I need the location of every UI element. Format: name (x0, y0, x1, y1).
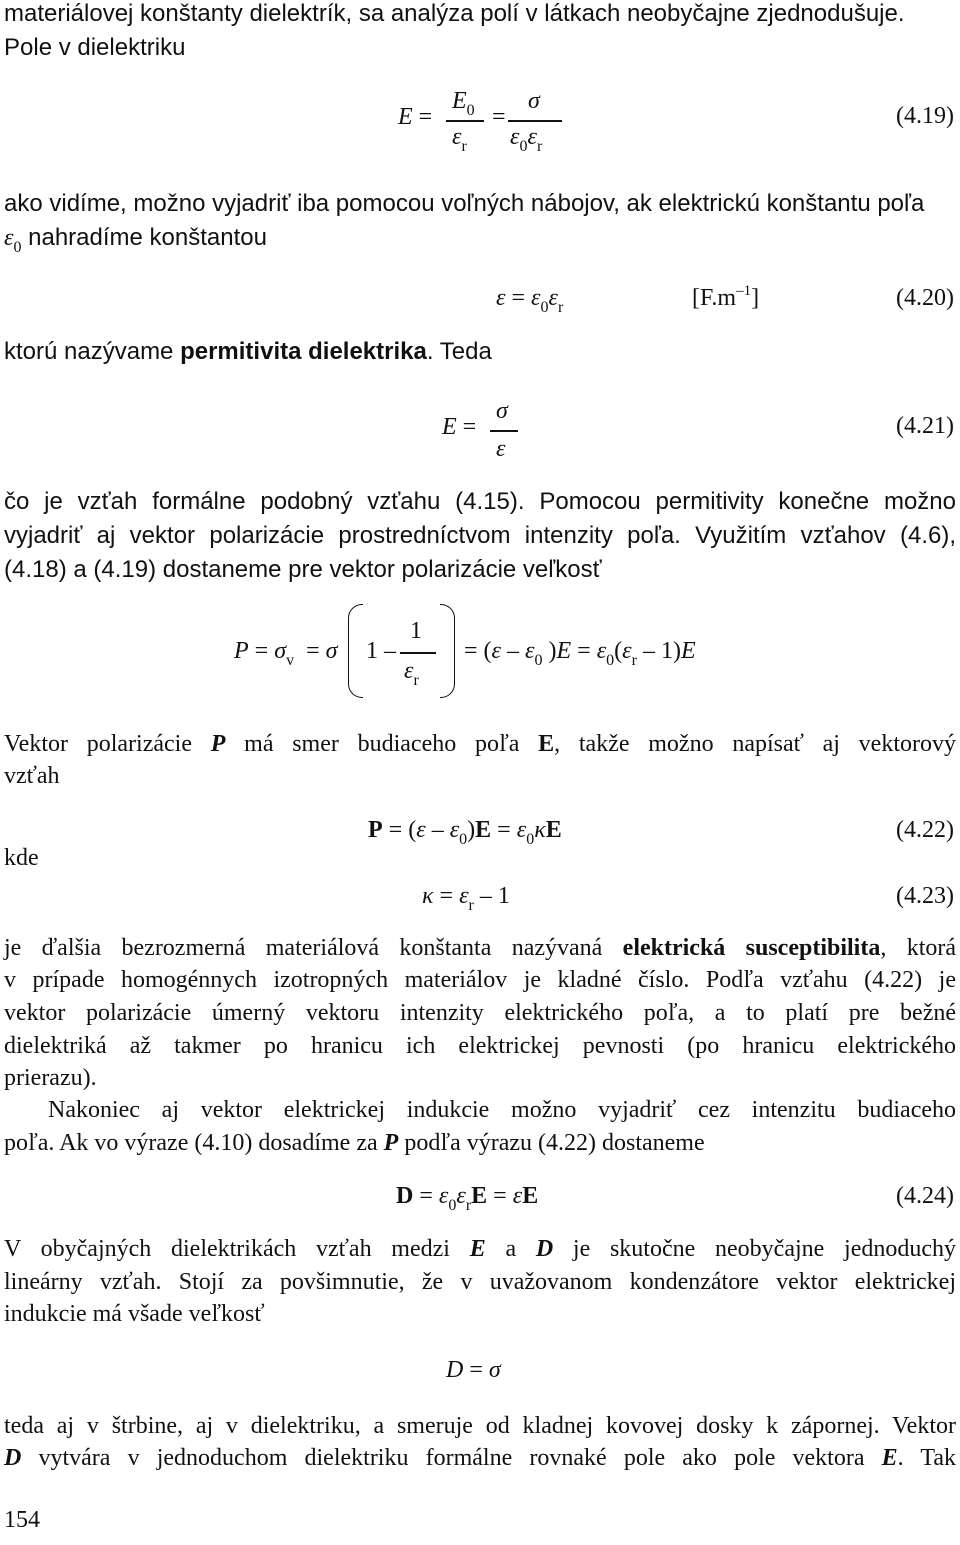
page-number: 154 (4, 1507, 40, 1533)
text-line-6: čo je vzťah formálne podobný vzťahu (4.15). Pomocou permitivity konečne možno (4, 488, 956, 515)
text-line-10b: v prípade homogénnych izotropných materiálov je kladné číslo. Podľa vzťahu (4.22) je (4, 967, 956, 993)
text-line-5: ktorú nazývame permitivita dielektrika. Teda (4, 338, 492, 365)
text-line-10a: je ďalšia bezrozmerná materiálová konštanta nazývaná elektrická susceptibilita, ktorá (4, 935, 957, 961)
text-line-1: materiálovej konštanty dielektrík, sa analýza polí v látkach neobyčajne zjednodušuje. (4, 0, 905, 27)
text-line-13b: D vytvára v jednoduchom dielektriku formálne rovnaké pole ako pole vektora E. Tak (4, 1445, 956, 1471)
text-line-11b: poľa. Ak vo výraze (4.10) dosadíme za P podľa výrazu (4.22) dostaneme (4, 1130, 705, 1156)
text-line-13a: teda aj v štrbine, aj v dielektriku, a smeruje od kladnej kovovej dosky k zápornej. Vektor (4, 1413, 956, 1439)
text-line-3: ako vidíme, možno vyjadriť iba pomocou voľných nábojov, ak elektrickú konštantu poľa (4, 190, 925, 217)
text-line-9b: vzťah (4, 763, 60, 789)
equation-number: (4.19) (896, 103, 954, 129)
text-line-2: Pole v dielektriku (4, 34, 186, 61)
text-line-12c: indukcie má všade veľkosť (4, 1301, 265, 1327)
text-line-4: $\varepsilon_0$ nahradíme konštantou (4, 224, 267, 256)
text-line-8: (4.18) a (4.19) dostaneme pre vektor polarizácie veľkosť (4, 556, 602, 583)
text-line-7: vyjadriť aj vektor polarizácie prostredníctvom intenzity poľa. Využitím vzťahov (4.6), (4, 522, 956, 549)
text-kde: kde (4, 845, 39, 871)
text-line-12a: V obyčajných dielektrikách vzťah medzi E a D je skutočne neobyčajne jednoduchý (4, 1236, 956, 1262)
text-line-10e: prierazu). (4, 1065, 97, 1091)
text-line-11a: Nakoniec aj vektor elektrickej indukcie možno vyjadriť cez intenzitu budiaceho (48, 1097, 956, 1123)
text-line-10c: vektor polarizácie úmerný vektoru intenzity elektrického poľa, a to platí pre bežné (4, 1000, 956, 1026)
text-line-9a: Vektor polarizácie P má smer budiaceho poľa E, takže možno napísať aj vektorový (4, 731, 956, 757)
text-line-12b: lineárny vzťah. Stojí za povšimnutie, že v uvažovanom kondenzátore vektor elektrickej (4, 1269, 956, 1295)
text-line-10d: dielektriká až takmer po hranicu ich elektrickej pevnosti (po hranicu elektrického (4, 1033, 956, 1059)
